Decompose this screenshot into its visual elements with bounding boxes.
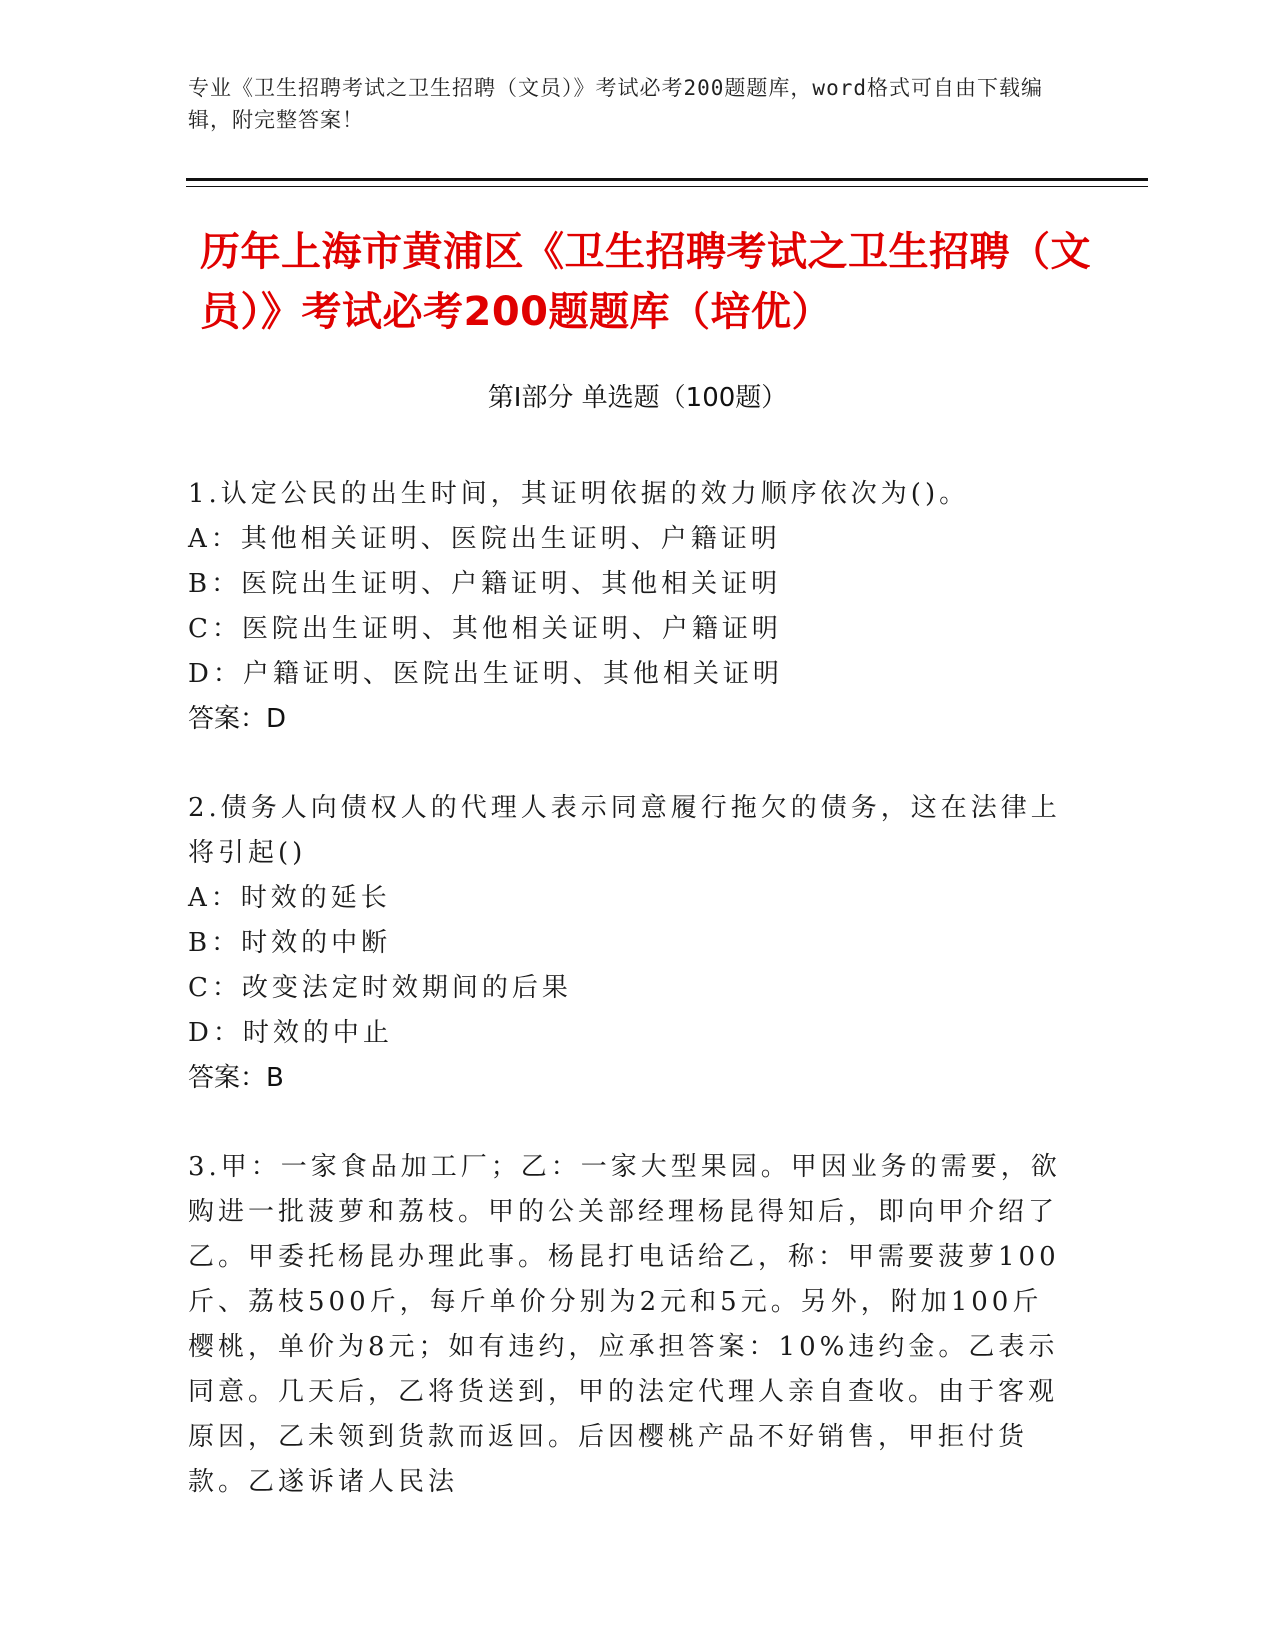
answer-value: B <box>266 1063 284 1093</box>
option-b: B：医院出生证明、户籍证明、其他相关证明 <box>188 569 782 599</box>
option-a: A：时效的延长 <box>188 883 391 913</box>
section-title: 第Ⅰ部分 单选题（100题） <box>487 383 788 413</box>
question-stem: 3.甲：一家食品加工厂；乙：一家大型果园。甲因业务的需要，欲购进一批菠萝和荔枝。甲的公关部经理杨昆得知后，即向甲介绍了乙。甲委托杨昆办理此事。杨昆打电话给乙，称：甲需要菠萝100斤、荔枝500斤，每斤单价分别为2元和5元。另外，附加100斤樱桃，单价为8元；如有违约，应承担答案：10%违约金。乙表示同意。几天后，乙将货送到，甲的法定代理人亲自查收。由于客观原因，乙未领到货款而返回。后因樱桃产品不好销售，甲拒付货款。乙遂诉诸人民法 <box>188 1152 1061 1497</box>
header-rule-thick <box>186 178 1148 181</box>
question-stem: 2.债务人向债权人的代理人表示同意履行拖欠的债务，这在法律上将引起() <box>188 793 1061 868</box>
answer-label: 答案： <box>188 1063 267 1093</box>
header-note: 专业《卫生招聘考试之卫生招聘（文员）》考试必考200题题库，word格式可自由下载编辑，附完整答案！ <box>188 76 1043 132</box>
header-rule-thin <box>186 186 1148 187</box>
answer-line <box>188 697 1068 742</box>
answer-line <box>188 1056 1068 1101</box>
option-d: D：时效的中止 <box>188 1018 393 1048</box>
option-a: A：其他相关证明、医院出生证明、户籍证明 <box>188 524 781 554</box>
answer-label: 答案： <box>188 704 267 734</box>
answer-value: D <box>266 704 287 734</box>
question-stem: 1.认定公民的出生时间，其证明依据的效力顺序依次为()。 <box>188 479 970 509</box>
option-b: B：时效的中断 <box>188 928 392 958</box>
question-3 <box>188 1145 1068 1505</box>
document-title: 历年上海市黄浦区《卫生招聘考试之卫生招聘（文员）》考试必考200题题库（培优） <box>200 229 1091 335</box>
question-1 <box>188 472 1068 742</box>
option-d: D：户籍证明、医院出生证明、其他相关证明 <box>188 659 783 689</box>
option-c: C：改变法定时效期间的后果 <box>188 973 572 1003</box>
question-2 <box>188 786 1068 1101</box>
option-c: C：医院出生证明、其他相关证明、户籍证明 <box>188 614 782 644</box>
question-list <box>188 472 1068 1549</box>
